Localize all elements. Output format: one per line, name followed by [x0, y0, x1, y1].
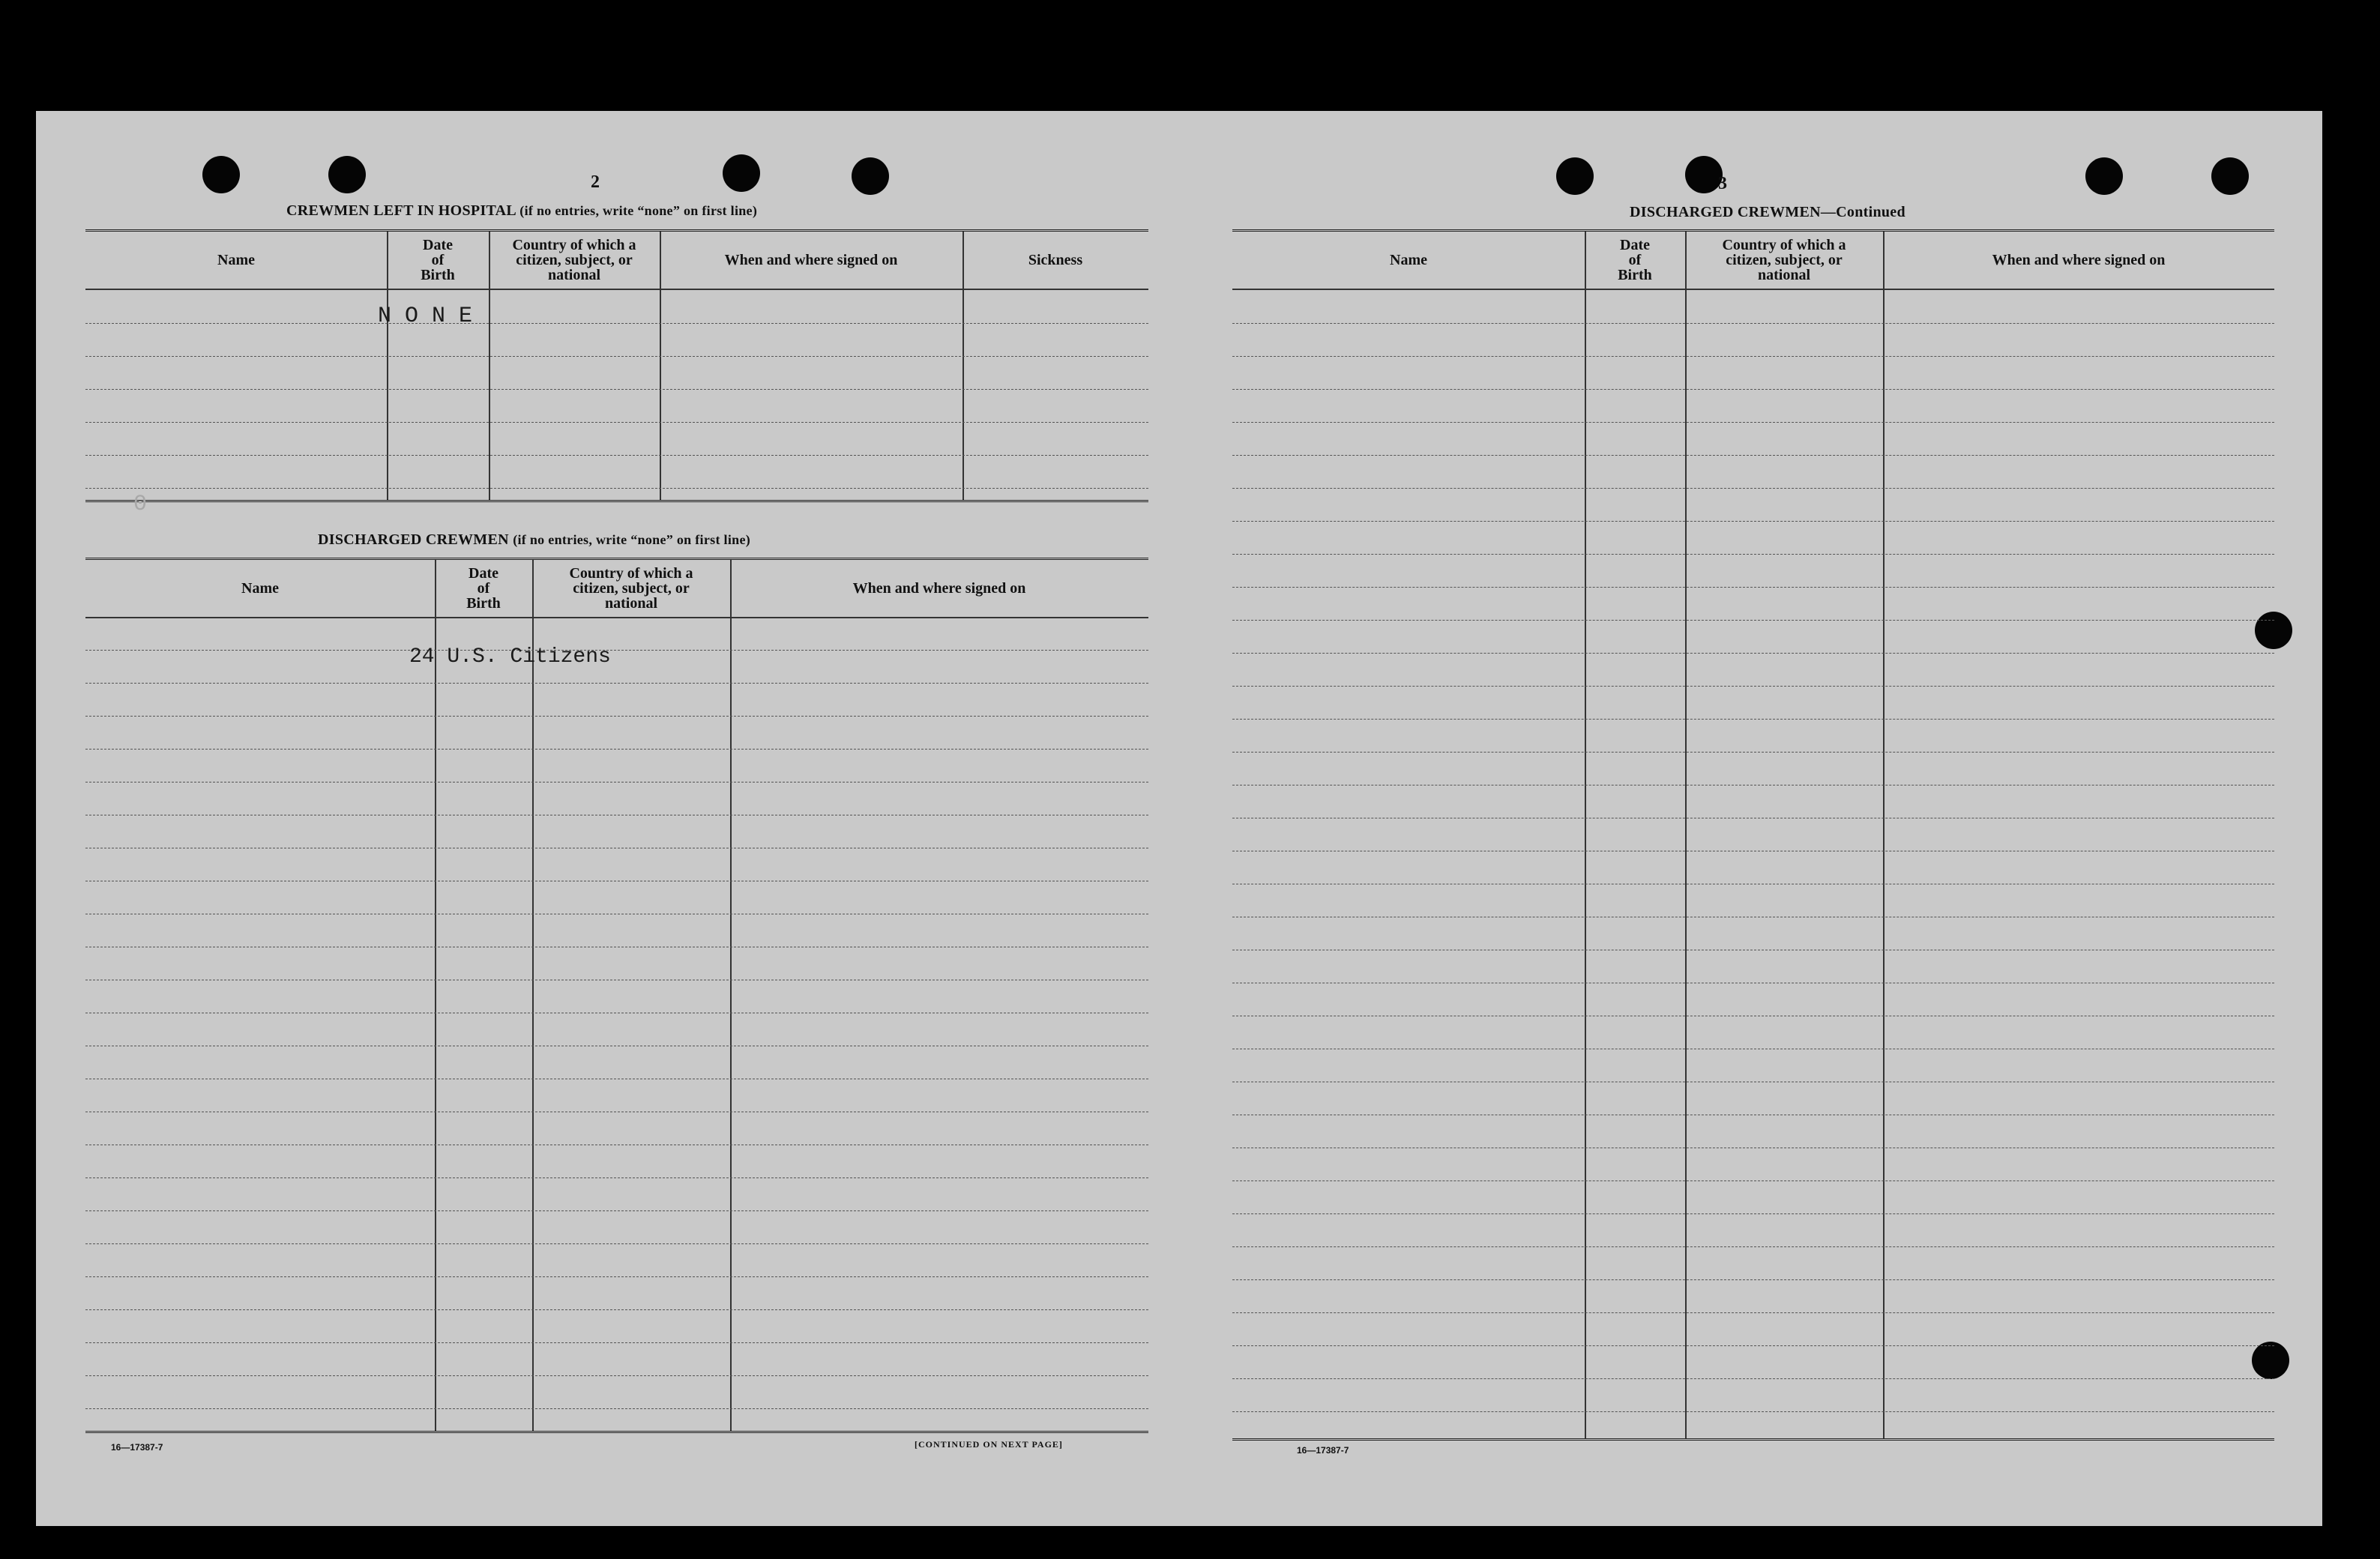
document-sheet	[36, 111, 2322, 1526]
ruled-line	[1232, 1345, 2274, 1346]
header-name: Name	[241, 580, 279, 597]
header-when-where-signed: When and where signed on	[724, 252, 898, 268]
ruled-line	[1232, 1279, 2274, 1280]
page-number: 2	[591, 172, 600, 192]
punch-hole	[1685, 156, 1723, 193]
page-number: 3	[1718, 174, 1727, 193]
ruled-line	[1232, 1312, 2274, 1313]
ruled-line	[1232, 587, 2274, 588]
ruled-line	[85, 1342, 1148, 1343]
ruled-line	[1232, 389, 2274, 390]
punch-hole	[852, 157, 889, 195]
header-country: Country of which a citizen, subject, or national	[569, 565, 693, 612]
discharged-entry: 24 U.S. Citizens	[409, 645, 611, 669]
ruled-line	[1232, 653, 2274, 654]
right-page	[1190, 111, 2322, 1526]
punch-hole	[328, 156, 366, 193]
header-country: Country of which a citizen, subject, or national	[512, 237, 636, 283]
ruled-line	[85, 749, 1148, 750]
ruled-line	[85, 1276, 1148, 1277]
ruled-line	[1232, 1180, 2274, 1181]
ruled-line	[85, 422, 1148, 423]
ruled-line	[1232, 686, 2274, 687]
punch-hole	[202, 156, 240, 193]
ruled-line	[1232, 719, 2274, 720]
ruled-line	[1232, 1213, 2274, 1214]
left-page	[36, 111, 1190, 1526]
ruled-line	[85, 716, 1148, 717]
header-country: Country of which a citizen, subject, or national	[1722, 237, 1846, 283]
hospital-heading-note: (if no entries, write “none” on first line)	[519, 203, 758, 218]
column-divider	[532, 560, 534, 1431]
header-date-of-birth: Date of Birth	[1618, 237, 1652, 283]
form-number: 16—17387-7	[111, 1442, 163, 1453]
ruled-line	[85, 1375, 1148, 1376]
punch-hole	[2211, 157, 2249, 195]
ruled-line	[85, 1309, 1148, 1310]
ruled-line	[85, 650, 1148, 651]
punch-hole	[723, 154, 760, 192]
ruled-line	[85, 1243, 1148, 1244]
ruled-line	[1232, 554, 2274, 555]
ruled-line	[85, 1177, 1148, 1178]
header-when-where-signed: When and where signed on	[1992, 252, 2166, 268]
hospital-entry: N O N E	[378, 304, 473, 329]
punch-hole	[2085, 157, 2123, 195]
ruled-line	[1232, 620, 2274, 621]
ruled-line	[85, 683, 1148, 684]
ruled-line	[1232, 1246, 2274, 1247]
ruled-line	[85, 455, 1148, 456]
ruled-line	[1232, 422, 2274, 423]
discharged-continued-table	[1232, 229, 2274, 1441]
ruled-line	[1232, 1411, 2274, 1412]
discharged-heading: DISCHARGED CREWMEN (if no entries, write “none” on first line)	[318, 531, 751, 548]
discharged-heading-note: (if no entries, write “none” on first line)	[513, 532, 751, 547]
header-name: Name	[1390, 252, 1427, 268]
discharged-table	[85, 558, 1148, 1433]
ruled-line	[1232, 455, 2274, 456]
continued-note: [CONTINUED ON NEXT PAGE]	[915, 1439, 1063, 1450]
ruled-line	[1232, 752, 2274, 753]
header-name: Name	[217, 252, 255, 268]
hospital-heading: CREWMEN LEFT IN HOSPITAL (if no entries, write “none” on first line)	[286, 202, 758, 219]
header-date-of-birth: Date of Birth	[466, 565, 501, 612]
column-divider	[1585, 232, 1586, 1438]
column-divider	[1883, 232, 1885, 1438]
ruled-line	[1232, 521, 2274, 522]
ruled-line	[85, 323, 1148, 324]
ruled-line	[1232, 323, 2274, 324]
ruled-line	[1232, 488, 2274, 489]
ruled-line	[85, 1210, 1148, 1211]
header-when-where-signed: When and where signed on	[852, 580, 1026, 597]
form-number: 16—17387-7	[1297, 1445, 1349, 1456]
column-divider	[730, 560, 732, 1431]
discharged-continued-heading: DISCHARGED CREWMEN—Continued	[1630, 204, 1905, 220]
ghost-mark: 0	[133, 492, 148, 517]
punch-hole	[1556, 157, 1594, 195]
ruled-line	[1232, 1378, 2274, 1379]
ruled-line	[85, 488, 1148, 489]
header-sickness: Sickness	[1028, 252, 1083, 268]
ruled-line	[1232, 356, 2274, 357]
ruled-line	[85, 389, 1148, 390]
ruled-line	[85, 356, 1148, 357]
header-date-of-birth: Date of Birth	[421, 237, 455, 283]
ruled-line	[85, 1408, 1148, 1409]
hospital-table	[85, 229, 1148, 502]
column-divider	[1685, 232, 1687, 1438]
column-divider	[435, 560, 436, 1431]
